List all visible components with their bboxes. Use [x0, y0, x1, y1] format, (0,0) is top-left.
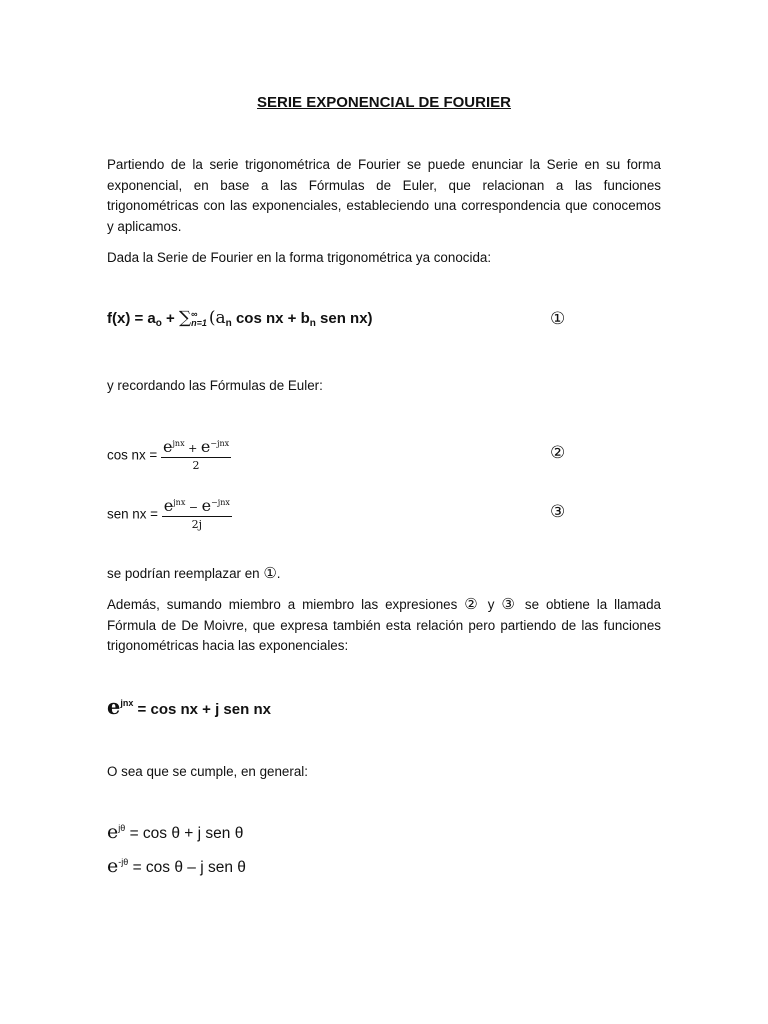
- cos-fraction: $\frac{e^{jnx} + e^{-jnx}}{2}$: [162, 437, 230, 472]
- inline-marker-2: ②: [464, 595, 481, 613]
- equation-marker-3: ③: [550, 502, 566, 522]
- equation-marker-1: ①: [550, 309, 566, 329]
- inline-marker-3: ③: [501, 595, 518, 613]
- euler-cos-equation: cos nx = $\frac{e^{jnx} + e^{-jnx}}{2}$: [107, 437, 230, 472]
- intro-paragraph: Partiendo de la serie trigonométrica de Fourier se puede enunciar la Serie en su forma exponencial, en base a las Fórmulas de Euler, que relacionan a las funciones trigonométricas con las exponenciales, estableciendo una correspondencia que conocemos y aplicamos.: [107, 157, 661, 234]
- sen-fraction: $\frac{e^{jnx} - e^{-jnx}}{2j}$: [163, 496, 230, 531]
- equation-marker-2: ②: [550, 443, 566, 463]
- page-title: SERIE EXPONENCIAL DE FOURIER: [257, 94, 511, 111]
- de-moivre-equation: $e^{jnx} = \cos$ nx + j sen nx: [107, 694, 271, 719]
- general-identity-positive: $e^{j\theta} = \cos \theta + j$ sen θ: [107, 821, 244, 843]
- fourier-series-equation: $f(x) = a_o$ + ∑ ∞ n=1 ($a_n$ cos nx + $b_n$ sen nx): [107, 308, 373, 329]
- dada-paragraph: Dada la Serie de Fourier en la forma trigonométrica ya conocida:: [107, 250, 492, 265]
- summation-symbol: ∑: [178, 308, 192, 328]
- general-identity-negative: $e^{-j\theta} = \cos \theta - j$ sen θ: [107, 855, 246, 877]
- osea-paragraph: O sea que se cumple, en general:: [107, 764, 308, 779]
- ademas-paragraph: Además, sumando miembro a miembro las expresiones ② y ③ se obtiene la llamada Fórmula de De Moivre, que expresa también esta relación pero partiendo de las funciones trigonométricas hacia las exponenciales:: [107, 595, 662, 653]
- euler-sen-equation: sen nx = $\frac{e^{jnx} - e^{-jnx}}{2j}$: [107, 496, 230, 531]
- reemplazar-paragraph: se podrían reemplazar en ①.: [107, 564, 281, 582]
- inline-marker-1: ①: [263, 564, 277, 582]
- recordando-paragraph: y recordando las Fórmulas de Euler:: [107, 378, 323, 393]
